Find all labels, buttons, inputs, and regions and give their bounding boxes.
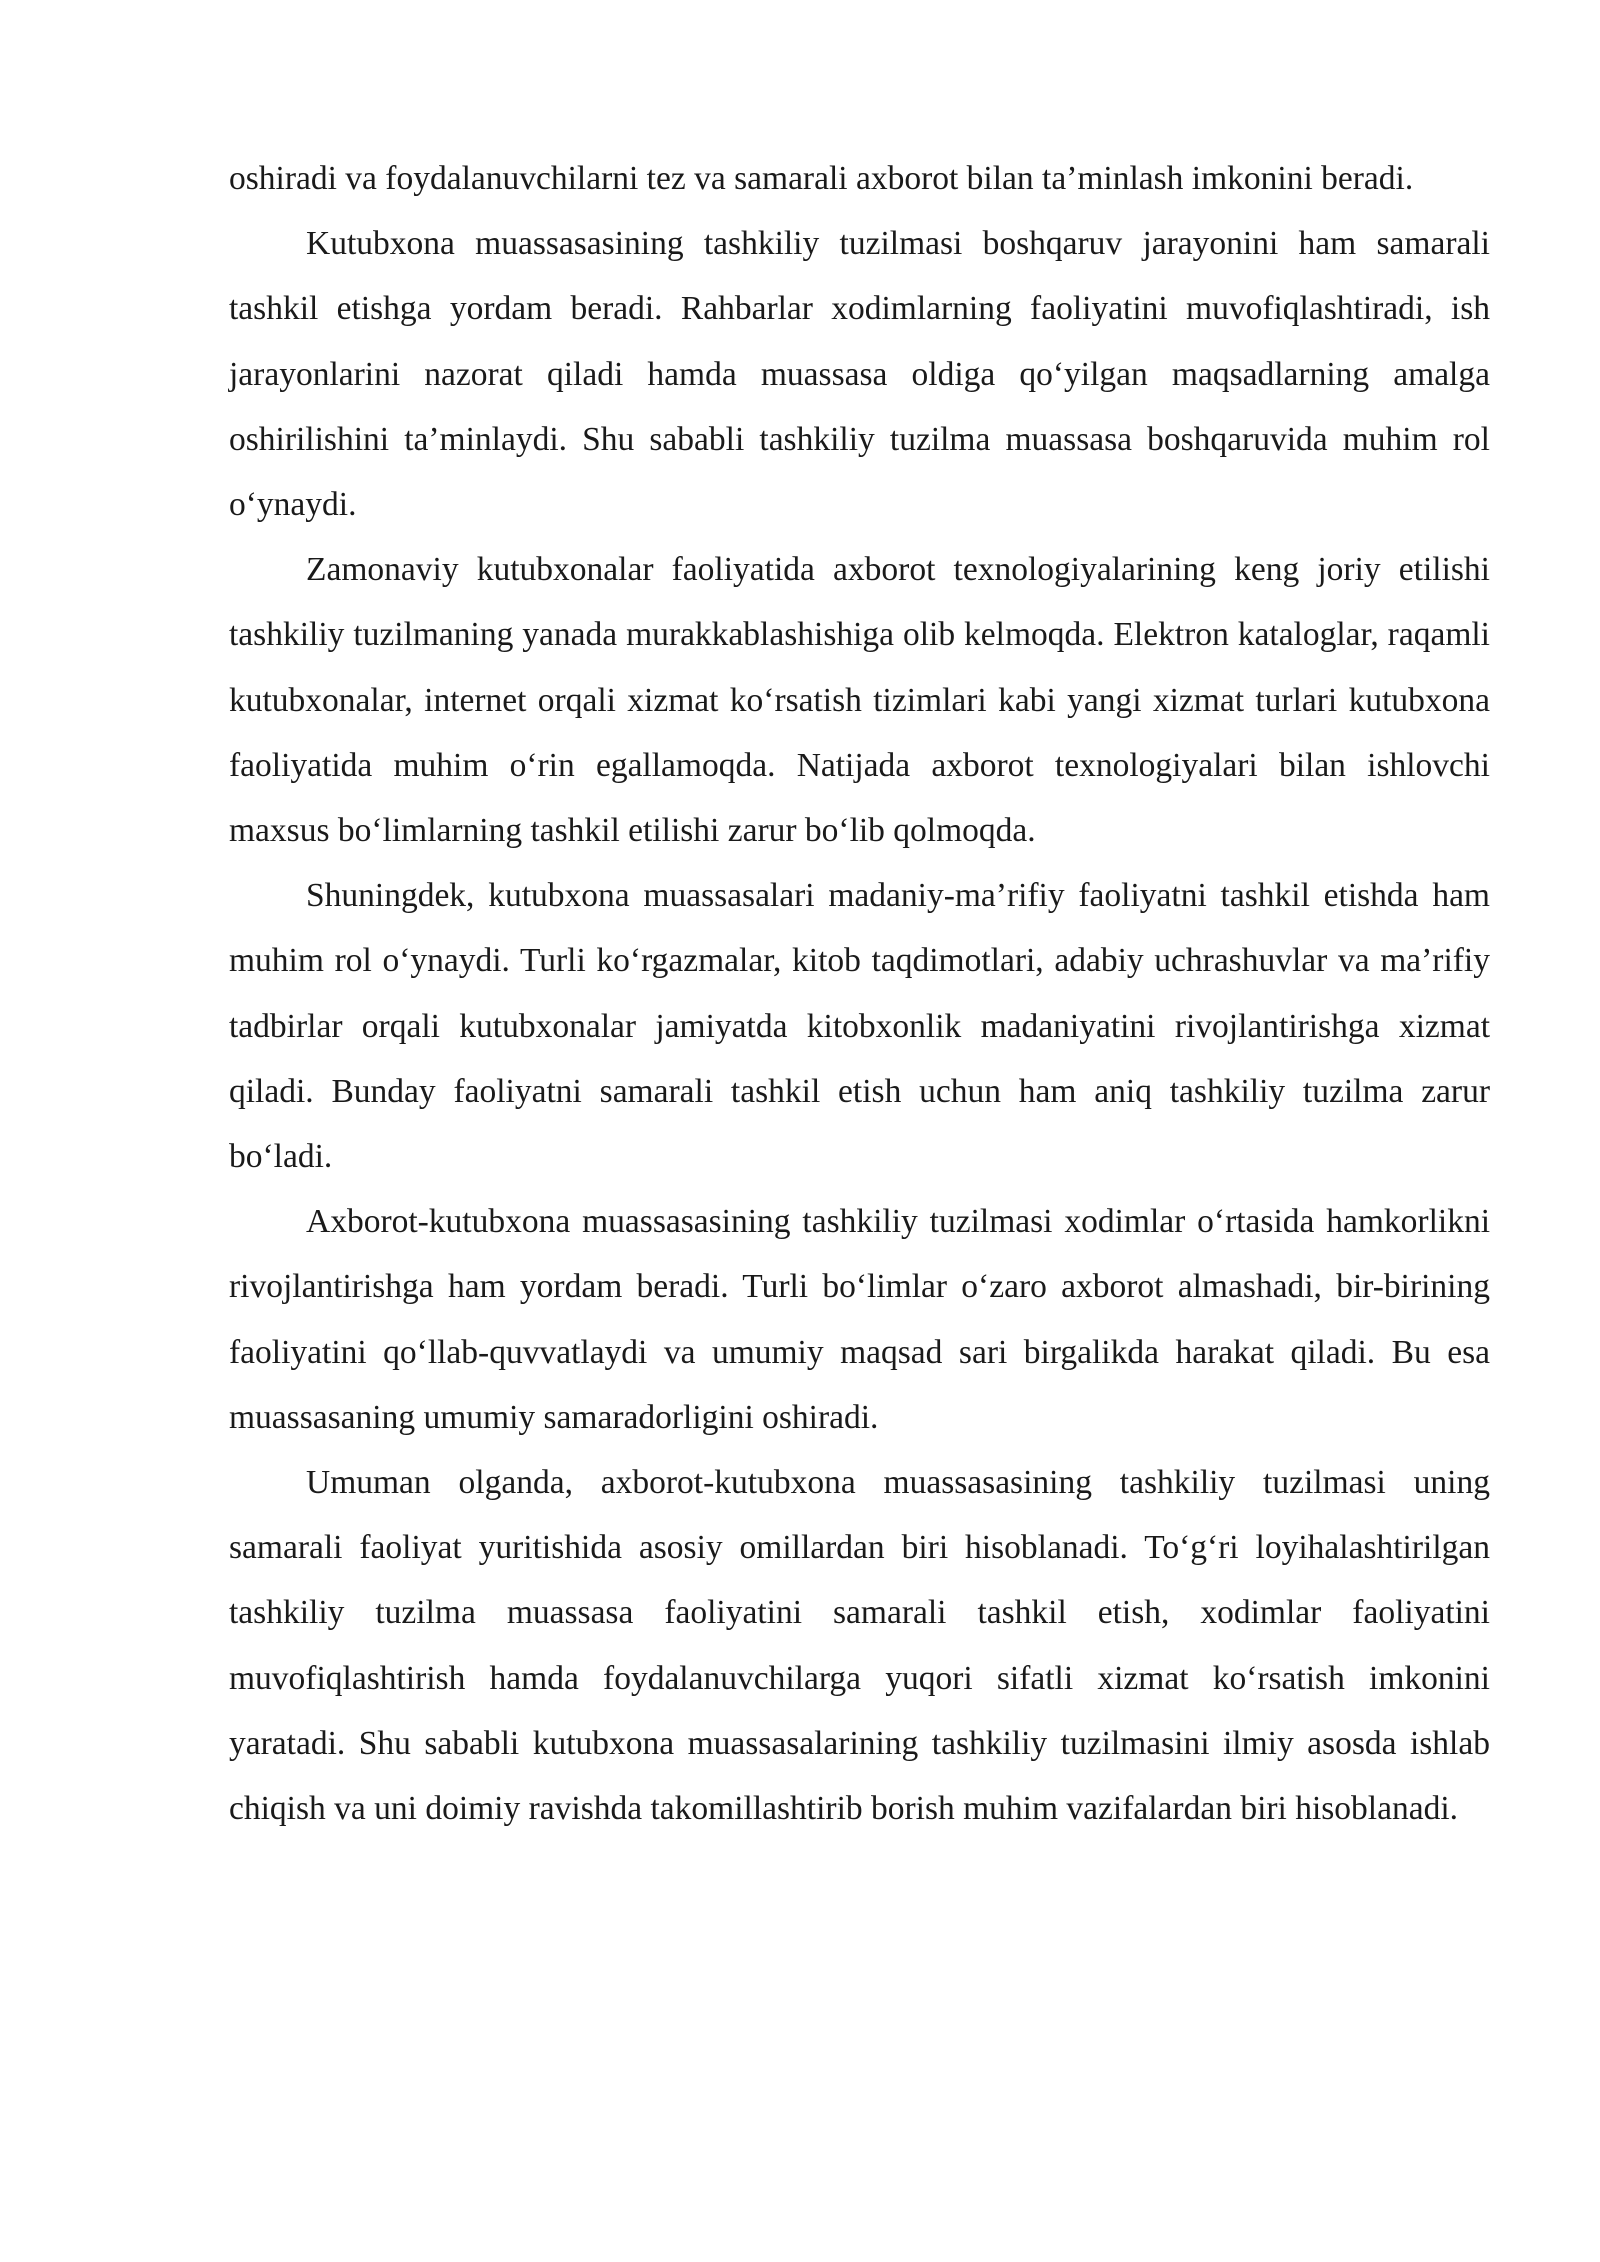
paragraph-conclusion: Umuman olganda, axborot-kutubxona muassasasining tashkiliy tuzilmasi uning samarali faoliyat yuritishida asosiy omillardan biri hisoblanadi. To‘g‘ri loyihalashtirilgan tashkiliy tuzilma muassasa faoliyatini samarali tashkil etish, xodimlar faoliyatini muvofiqlashtirish hamda foydalanuvchilarga yuqori sifatli xizmat ko‘rsatish imkonini yaratadi. Shu sababli kutubxona muassasalarining tashkiliy tuzilmasini ilmiy asosda ishlab chiqish va uni doimiy ravishda takomillashtirib borish muhim vazifalardan biri hisoblanadi. (229, 1464, 1490, 1828)
paragraph-management: Kutubxona muassasasining tashkiliy tuzilmasi boshqaruv jarayonini ham samarali tashkil etishga yordam beradi. Rahbarlar xodimlarning faoliyatini muvofiqlashtiradi, ish jarayonlarini nazorat qiladi hamda muassasa oldiga qo‘yilgan maqsadlarning amalga oshirilishini ta’minlaydi. Shu sababli tashkiliy tuzilma muassasa boshqaruvida muhim rol o‘ynaydi. (229, 225, 1490, 524)
paragraph-modern-libraries: Zamonaviy kutubxonalar faoliyatida axborot texnologiyalarining keng joriy etilishi tashkiliy tuzilmaning yanada murakkablashishiga olib kelmoqda. Elektron kataloglar, raqamli kutubxonalar, internet orqali xizmat ko‘rsatish tizimlari kabi yangi xizmat turlari kutubxona faoliyatida muhim o‘rin egallamoqda. Natijada axborot texnologiyalari bilan ishlovchi maxsus bo‘limlarning tashkil etilishi zarur bo‘lib qolmoqda. (229, 551, 1490, 850)
paragraph-cultural-activity: Shuningdek, kutubxona muassasalari madaniy-ma’rifiy faoliyatni tashkil etishda ham muhim rol o‘ynaydi. Turli ko‘rgazmalar, kitob taqdimotlari, adabiy uchrashuvlar va ma’rifiy tadbirlar orqali kutubxonalar jamiyatda kitobxonlik madaniyatini rivojlantirishga xizmat qiladi. Bunday faoliyatni samarali tashkil etish uchun ham aniq tashkiliy tuzilma zarur bo‘ladi. (229, 877, 1490, 1176)
document-body (229, 146, 1490, 1841)
paragraph-cooperation: Axborot-kutubxona muassasasining tashkiliy tuzilmasi xodimlar o‘rtasida hamkorlikni rivojlantirishga ham yordam beradi. Turli bo‘limlar o‘zaro axborot almashadi, bir-birining faoliyatini qo‘llab-quvvatlaydi va umumiy maqsad sari birgalikda harakat qiladi. Bu esa muassasaning umumiy samaradorligini oshiradi. (229, 1203, 1490, 1436)
paragraph-continued: oshiradi va foydalanuvchilarni tez va samarali axborot bilan ta’minlash imkonini beradi. (229, 160, 1414, 197)
